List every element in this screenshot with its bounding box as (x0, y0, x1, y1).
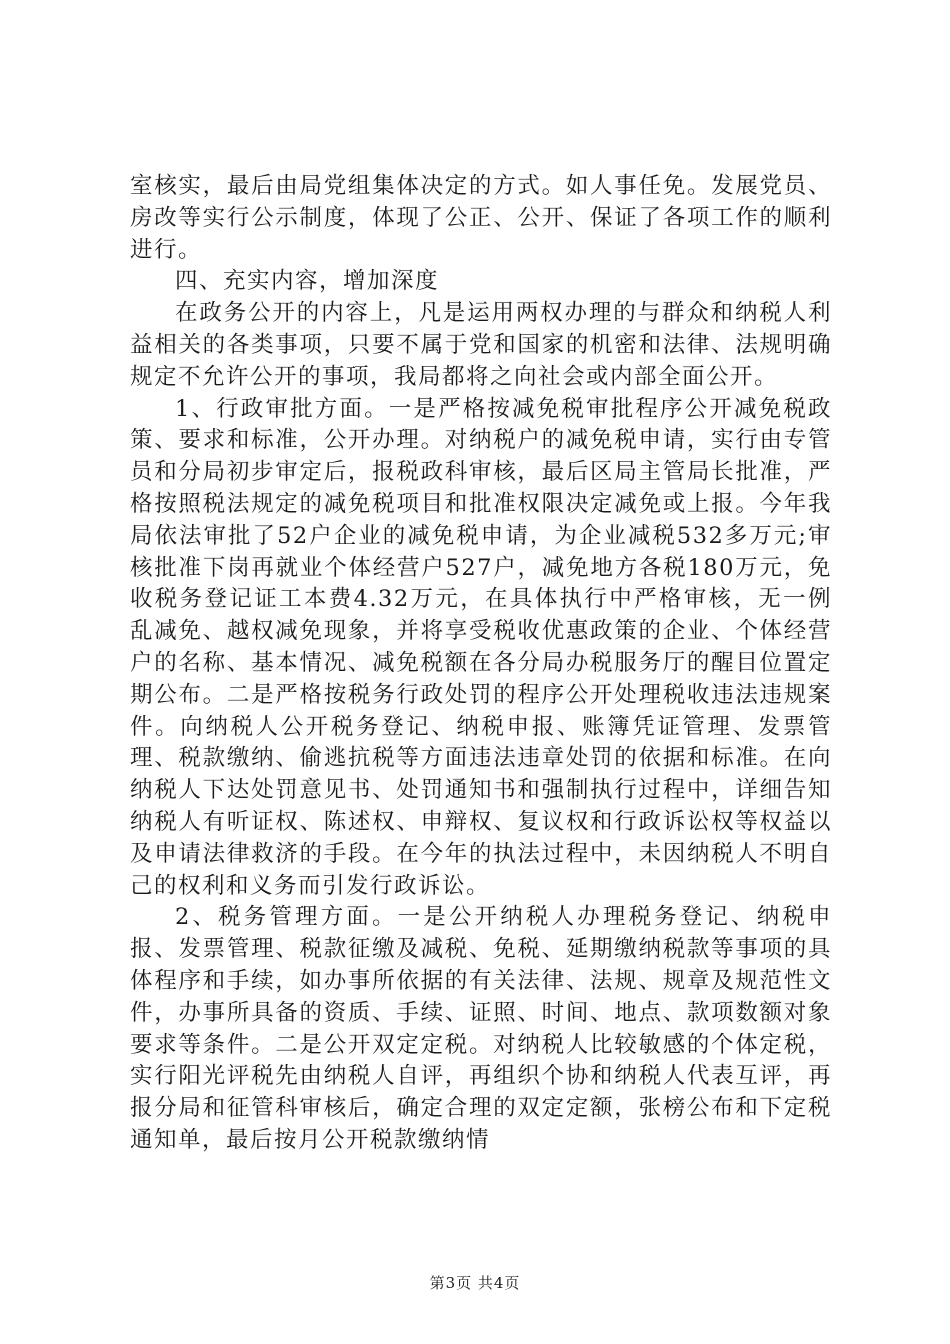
page-number-footer: 第3页 共4页 (429, 1274, 521, 1292)
paragraph-continuation: 室核实，最后由局党组集体决定的方式。如人事任免。发展党员、房改等实行公示制度，体现了公正、公开、保证了各项工作的顺利进行。 (130, 173, 832, 263)
paragraph-administrative-approval: 1、行政审批方面。一是严格按减免税审批程序公开减免税政策、要求和标准，公开办理。对纳税户的减免税申请，实行由专管员和分局初步审定后，报税政科审核，最后区局主管局长批准，严格按照税法规定的减免税项目和批准权限决定减免或上报。今年我局依法审批了52户企业的减免税申请，为企业减税532多万元;审核批准下岗再就业个体经营户527户，减免地方各税180万元，免收税务登记证工本费4.32万元，在具体执行中严格审核，无一例乱减免、越权减免现象，并将享受税收优惠政策的企业、个体经营户的名称、基本情况、减免税额在各分局办税服务厅的醒目位置定期公布。二是严格按税务行政处罚的程序公开处理税收违法违规案件。向纳税人公开税务登记、纳税申报、账簿凭证管理、发票管理、税款缴纳、偷逃抗税等方面违法违章处罚的依据和标准。在向纳税人下达处罚意见书、处罚通知书和强制执行过程中，详细告知纳税人有听证权、陈述权、申辩权、复议权和行政诉讼权等权益以及申请法律救济的手段。在今年的执法过程中，未因纳税人不明自己的权利和义务而引发行政诉讼。 (130, 395, 832, 899)
document-body (130, 171, 832, 1157)
paragraph-tax-management: 2、税务管理方面。一是公开纳税人办理税务登记、纳税申报、发票管理、税款征缴及减税、免税、延期缴纳税款等事项的具体程序和手续，如办事所依据的有关法律、法规、规章及规范性文件，办事所具备的资质、手续、证照、时间、地点、款项数额对象要求等条件。二是公开双定定税。对纳税人比较敏感的个体定税，实行阳光评税先由纳税人自评，再组织个协和纳税人代表互评，再报分局和征管科审核后，确定合理的双定定额，张榜公布和下定税通知单，最后按月公开税款缴纳情 (130, 904, 832, 1153)
section-heading: 四、充实内容，增加深度 (175, 268, 440, 295)
paragraph-intro: 在政务公开的内容上，凡是运用两权办理的与群众和纳税人利益相关的各类事项，只要不属于党和国家的机密和法律、法规明确规定不允许公开的事项，我局都将之向社会或内部全面公开。 (130, 300, 832, 390)
